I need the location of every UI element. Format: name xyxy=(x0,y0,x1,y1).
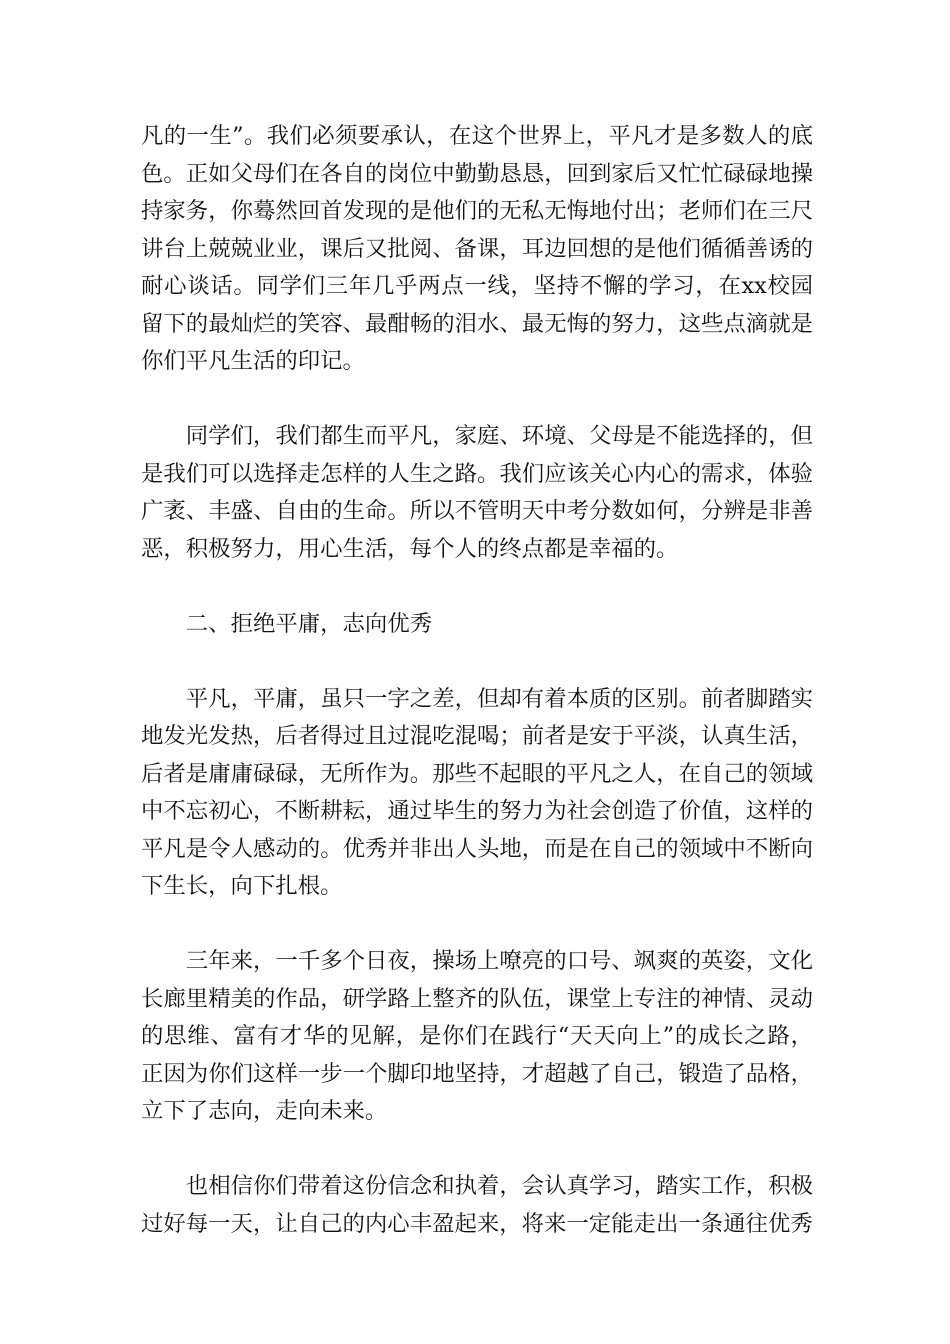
paragraph-continued: 凡的一生”。我们必须要承认，在这个世界上，平凡才是多数人的底色。正如父母们在各自的岗位中勤勤恳恳，回到家后又忙忙碌碌地操持家务，你蓦然回首发现的是他们的无私无悔地付出；老师们在三尺讲台上兢兢业业，课后又批阅、备课，耳边回想的是他们循循善诱的耐心谈话。同学们三年几乎两点一线，坚持不懈的学习，在xx校园留下的最灿烂的笑容、最酣畅的泪水、最无悔的努力，这些点滴就是你们平凡生活的印记。 xyxy=(141,123,813,374)
paragraph-born-ordinary: 同学们，我们都生而平凡，家庭、环境、父母是不能选择的，但是我们可以选择走怎样的人生之路。我们应该关心内心的需求，体验广袤、丰盛、自由的生命。所以不管明天中考分数如何，分辨是非善恶，积极努力，用心生活，每个人的终点都是幸福的。 xyxy=(141,423,813,562)
document-body xyxy=(141,118,813,1281)
section-heading: 二、拒绝平庸，志向优秀 xyxy=(185,610,433,637)
paragraph-three-years: 三年来，一千多个日夜，操场上嘹亮的口号、飒爽的英姿，文化长廊里精美的作品，研学路上整齐的队伍，课堂上专注的神情、灵动的思维、富有才华的见解，是你们在践行“天天向上”的成长之路，正因为你们这样一步一个脚印地坚持，才超越了自己，锻造了品格，立下了志向，走向未来。 xyxy=(141,948,813,1124)
paragraph-belief: 也相信你们带着这份信念和执着，会认真学习，踏实工作，积极过好每一天，让自己的内心丰盈起来，将来一定能走出一条通往优秀 xyxy=(141,1173,813,1237)
paragraph-ordinary-vs-mediocre: 平凡，平庸，虽只一字之差，但却有着本质的区别。前者脚踏实地发光发热，后者得过且过混吃混喝；前者是安于平淡，认真生活，后者是庸庸碌碌，无所作为。那些不起眼的平凡之人，在自己的领域中不忘初心，不断耕耘，通过毕生的努力为社会创造了价值，这样的平凡是令人感动的。优秀并非出人头地，而是在自己的领域中不断向下生长，向下扎根。 xyxy=(141,685,813,899)
